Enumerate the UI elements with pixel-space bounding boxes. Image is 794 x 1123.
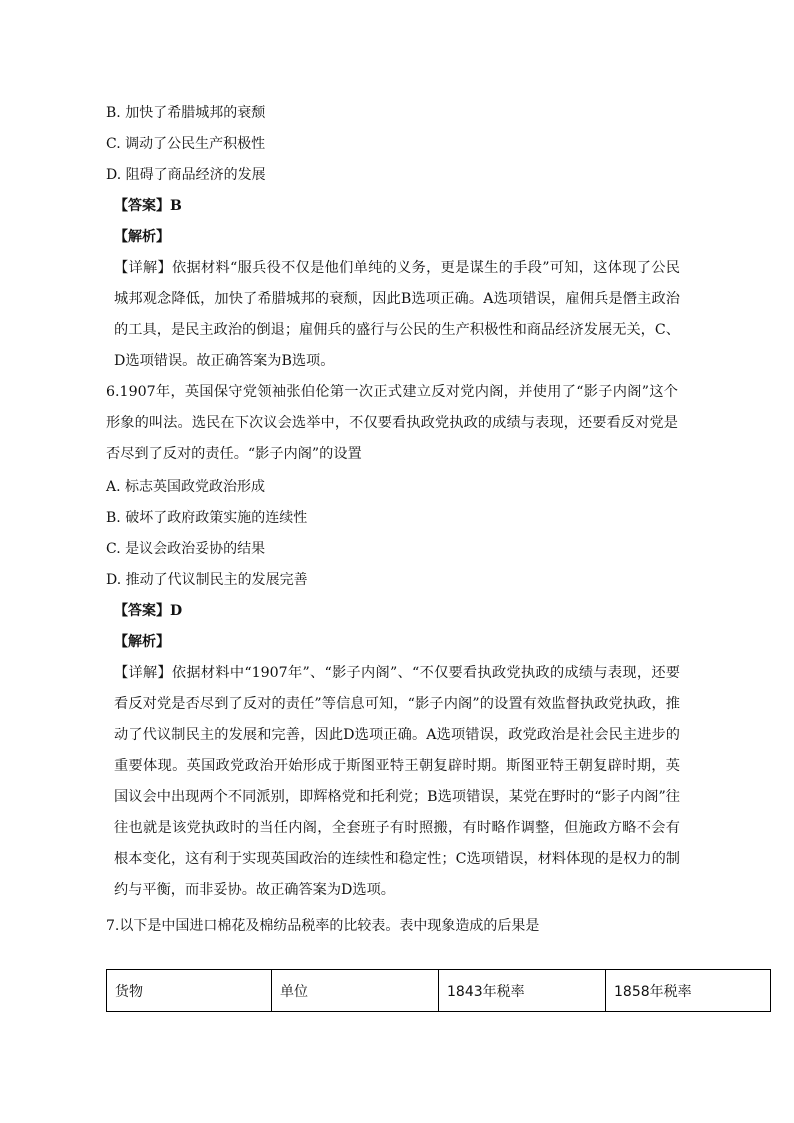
- q5-option-b: B. 加快了希腊城邦的衰颓: [106, 105, 266, 121]
- q6-answer: 【答案】D: [114, 603, 183, 619]
- q5-option-c: C. 调动了公民生产积极性: [106, 136, 266, 152]
- q5-option-d: D. 阻碍了商品经济的发展: [106, 167, 266, 183]
- q5-analysis-title: 【解析】: [114, 229, 170, 245]
- q5-answer: 【答案】B: [114, 198, 182, 214]
- q6-option-b: B. 破坏了政府政策实施的连续性: [106, 510, 308, 526]
- q6-analysis-title: 【解析】: [114, 634, 170, 650]
- q6-option-c: C. 是议会政治妥协的结果: [106, 541, 266, 557]
- table-header-cell: 单位: [272, 970, 439, 1012]
- table-header-cell: 货物: [107, 970, 272, 1012]
- q6-detail: 【详解】依据材料中“1907年”、“影子内阁”、“不仅要看执政党执政的成绩与表现，还要看反对党是否尽到了反对的责任”等信息可知，“影子内阁”的设置有效监督执政党执政，推动了代议制民主的发展和完善，因此D选项正确。A选项错误，政党政治是社会民主进步的重要体现。英国政党政治开始形成于斯图亚特王朝复辟时期。斯图亚特王朝复辟时期，英国议会中出现两个不同派别，即辉格党和托利党；B选项错误，某党在野时的“影子内阁”往往也就是该党执政时的当任内阁，全套班子有时照搬，有时略作调整，但施政方略不会有根本变化，这有利于实现英国政治的连续性和稳定性；C选项错误，材料体现的是权力的制约与平衡，而非妥协。故正确答案为D选项。: [114, 665, 680, 898]
- q5-detail: 【详解】依据材料“服兵役不仅是他们单纯的义务，更是谋生的手段”可知，这体现了公民城邦观念降低，加快了希腊城邦的衰颓，因此B选项正确。A选项错误，雇佣兵是僭主政治的工具，是民主政治的倒退；雇佣兵的盛行与公民的生产积极性和商品经济发展无关，C、D选项错误。故正确答案为B选项。: [114, 260, 680, 369]
- q7-stem: 7.以下是中国进口棉花及棉纺品税率的比较表。表中现象造成的后果是: [106, 918, 540, 934]
- table-header-row: [107, 970, 771, 1012]
- tariff-table: [106, 969, 771, 1012]
- table-header-cell: 1843年税率: [439, 970, 606, 1012]
- table-header-cell: 1858年税率: [606, 970, 771, 1012]
- q6-option-a: A. 标志英国政党政治形成: [106, 479, 266, 495]
- q6-stem: 6.1907年，英国保守党领袖张伯伦第一次正式建立反对党内阁，并使用了“影子内阁”这个形象的叫法。选民在下次议会选举中，不仅要看执政党执政的成绩与表现，还要看反对党是否尽到了反对的责任。“影子内阁”的设置: [106, 384, 678, 462]
- q6-option-d: D. 推动了代议制民主的发展完善: [106, 572, 308, 588]
